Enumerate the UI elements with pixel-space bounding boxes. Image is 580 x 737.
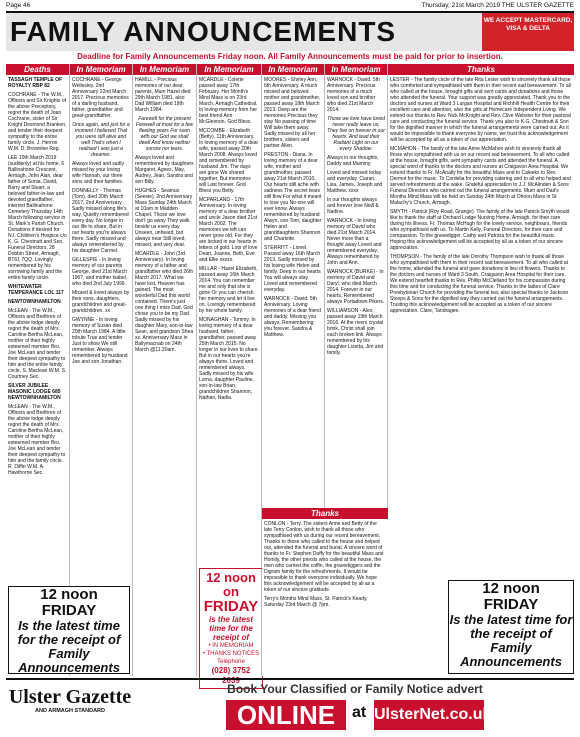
- big-noon-box-right: [448, 580, 574, 674]
- notice-heading: NEWTOWNHAMILTON: [8, 299, 61, 305]
- memoriam-notice: WARNOCK - David. 5th Anniversary. Precious memories of a much loved son and brother who died 21st March 2014.: [327, 77, 380, 113]
- memoriam-notice: Always loved and sadly missed by your loving wife Hannah, our three sons and their families.: [72, 161, 124, 185]
- memoriam-notice: MONAGHAN - Tommy. In loving memory of a dear husband, father, grandfather, passed away 25th March 2015. No longer in our lives to share But in our hearts you're always there. Loved and remembered always. Sadly missed by his wife Lorna, daughter Pauline, son-in-law Brian, grandchildren Shannon, Nathan, Nadia.: [199, 317, 258, 401]
- memoriam-notice: HUGHES - Seamus (Seesie). 2nd Anniversary Mass Sunday 24th March at 10am in Madden Chapel. Those we love don't go away They walk beside us every day Unseen, unheard, but always near Still loved, missed, and very dear.: [135, 188, 193, 248]
- memoriam-notice: Missed & loved always by their sons, daughters, grandchildren and great-grandchildren. xx: [72, 290, 130, 314]
- notice-heading: TASSAGH TEMPLE OF ROYALTY RBP 82: [8, 77, 63, 89]
- online-label: ONLINE: [226, 700, 346, 730]
- columns-area: [6, 64, 574, 685]
- in-memoriam-header: In Memoriam: [197, 64, 261, 75]
- memoriam-notice: MCCOMBE - Elizabeth (Betty), 11th Anniversary. In loving memory of a dear wife, passed away 20th March 2008. Always loved and remembered by husband Jim. The days are gone We shared together, But memories will Last forever. God Bless you Betty.: [199, 128, 259, 194]
- footer-tagline: Book Your Classified or Family Notice advert: [227, 682, 483, 696]
- death-notice: McLEAN - The W.M., Officers and Brethren of the above lodge deeply regret the death of Mrs. Caroline Bertha McLean, mother of their highly esteemed member Bro. Joe McLean and tender their deepest sympathy to him and the entire family circle. S. Maclean W.M. S. Courtney Sec.: [8, 308, 67, 380]
- noon-line-3: is the latest time for the receipt of: [208, 615, 253, 642]
- notice-heading: WHITEWATER TEMPERANCE LOL 117: [8, 284, 64, 296]
- thanks-notice: SMYTH - Patrick (Roy Road, Grange). The family of the late Patrick Smyth would like to thank the staff at Orchard Lodge Nursing Home, Armagh, for their care during his illness. Fr. Thomas McHugh for the lovely service, neighbours, friends who sympathised with us. To Martin Kelly, Funeral Directors, for their care and compassion. To the gravedigger, Cathy and Patricia for the beautiful music. Hoping this acknowledgement will be accepted by all as a token of our sincere appreciation.: [390, 209, 570, 251]
- deaths-header: Deaths: [6, 64, 69, 75]
- at-label: at: [352, 704, 367, 721]
- memoriam-notice: HAMILL - Precious memories of our dear parents, Mum Hazel died 29th March 1981, also Dad William died 19th March 1984.: [135, 77, 191, 113]
- thanks-header-lower: Thanks: [262, 508, 388, 519]
- noon-deadline-box: [199, 568, 263, 689]
- memoriam-notice: WARNOCK - David. 5th Anniversary. Loving memories of a dear friend and daddy. Missing you always. Remembering you forever. Sandra & Matthew.: [264, 296, 321, 338]
- noon-line-5: • THANKS NOTICES: [202, 651, 260, 657]
- in-memoriam-header: In Memoriam: [70, 64, 132, 75]
- memoriam-notice: DONNELLY - Thomas (Tom), died 20th March 2017, 2nd Anniversary. Sadly missed along life's way, Quietly remembered every day. No longer in our life to share, But in our hearts you're always there. Sadly missed and always remembered by his daughter Carmel.: [72, 188, 129, 254]
- memoriam-notice: MCPARLAND - 17th Anniversary. In loving memory of a dear brother and uncle Jason died 21st March 2002. The memories we left can never grow old. For they are locked in our hearts in letters of gold. Lots of love Dean, Joanne, Beth, Eve and Ellie xxxxx.: [199, 197, 258, 263]
- thanks-header: Thanks: [388, 64, 574, 75]
- page-number: Page 46: [6, 2, 31, 9]
- in-memoriam-header: In Memoriam: [133, 64, 196, 75]
- memoriam-notice: MCARDLE - Colette passed away 17th February. Her Month's Mind Mass is on 23rd March, Armagh Cathedral. In loving memory from her best friend Ann McGleenon. God Bless.: [199, 77, 258, 125]
- deadline-notice: Deadline for Family Announcements Friday noon. All Family Announcements must be paid for prior to insertion.: [77, 52, 503, 61]
- memoriam-notice: WARNOCK - In loving memory of David who died 21st March 2014. Never more than a thought away Loved and remembered everyday. Always remembered by John and Ann.: [327, 218, 382, 266]
- memoriam-notice: WILLIAMSON - Alex, passed away 19th March 2016. At the rivers crystal brink, Christ shall join each broken link. Always remembered by his daughter Lizetta, Jim and family.: [327, 308, 384, 356]
- memoriam-notice: Always loved and remembered by daughters Margaret, Agnes, May, Audrey, Jean, Sandra and son Billy.: [135, 155, 194, 185]
- memoriam-notice: In our thoughts always and forever love Niall & Nadine.: [327, 197, 379, 215]
- page-title: FAMILY ANNOUNCEMENTS: [10, 16, 397, 47]
- in-memoriam-header: In Memoriam: [262, 64, 324, 75]
- deaths-column: [6, 64, 70, 676]
- page-header-line: [6, 2, 574, 11]
- memoriam-notice: WARNOCK (BURKE) - In memory of David and Daryl, who died March 2014. Forever in our hearts. Remembered always Portadown Pikers.: [327, 269, 385, 305]
- announcements-banner: [6, 11, 574, 51]
- in-memoriam-column-2: [133, 64, 197, 676]
- page-date: Thursday, 21st March 2019 THE ULSTER GAZETTE: [421, 2, 574, 9]
- notice-heading: SILVER JUBILEE MASONIC LODGE 685 NEWTOWNHAMILTON: [8, 383, 61, 401]
- memoriam-verse: Those we love have loved never really leave us, They live on forever in our hearts. And lead their Radiant Light on our every Shadow.: [327, 116, 385, 152]
- noon-telephone-label: Telephone: [217, 659, 245, 665]
- memoriam-verse: Farewell for the present Farewell at most for a few fleeting years For soon with our God we shall dwell And know neither sorrow nor tears.: [135, 116, 194, 152]
- in-memoriam-column-1: [70, 64, 133, 676]
- memoriam-notice: Loved and missed today and everyday. Ciaran, Lisa, James, Joseph and Matthew. xxxx: [327, 170, 383, 194]
- big-noon-line-2: FRIDAY: [483, 596, 539, 613]
- cards-accepted-badge: WE ACCEPT MASTERCARD, VISA & DELTA: [482, 13, 574, 51]
- memoriam-verse: Once again, and just for a moment I believed That you were still alive and well That's when I realised I was just a dreamer.: [72, 122, 130, 158]
- memoriam-notice: Always in our thoughts, Daddy and Mummy.: [327, 155, 379, 167]
- memoriam-notice: GWYNNE - In loving memory of Susan died 20th March 1984. A little tribute True and tender Just to show We still remember. Always remembered by husband Joe and son Jonathan.: [72, 317, 128, 365]
- memoriam-notice: COCHRANE - George Wellesley. 2nd Anniversary 22nd March 2017. Precious memories of a darling husband, father, grandfather and great-grandfather.: [72, 77, 129, 119]
- thanks-block-lower: [262, 508, 388, 676]
- thanks-notice: THOMPSON - The family of the late Dorothy Thompson wish to thank all those who sympathised with them in their recent sad bereavement. To all who called at the home, attended the funeral and gave donations in lieu of flowers. Thanks to the doctors and nurses of Ward 3 South, Craigavon Area Hospital for their care. We extend heartfelt thanks to Rev. Phillip McClelland for his compassion during this time and for conducting the funeral service. Thanks to the ladies of Clare Presbyterian Church for providing the funeral tea; also special thanks to Jackson Stoops & Sons for the dignified way they carried out the funeral arrangements. Trusting this acknowledgement will be accepted as a token of our sincere appreciation. Clare, Tandragee.: [390, 254, 569, 314]
- noon-line-2: FRIDAY: [203, 598, 259, 615]
- website-link[interactable]: UlsterNet.co.uk: [374, 700, 484, 730]
- noon-line-1: 12 noon on: [206, 570, 256, 599]
- big-noon-line-3: Is the latest time for the receipt of Family Announcements: [17, 618, 121, 675]
- memoriam-notice: PRESTON - Diana. In loving memory of a dear wife, mother and grandmother, passed away 21st March 2010. Our hearts still ache with sadness The secret tears still flow For what it meant to lose you No-one will ever know. Always remembered by husband Alwyn, son Tom, daughter Helen and granddaughters Shannon and Charlotte.: [264, 152, 322, 242]
- death-notice: COCHRANE - The W.M., Officers and Sir Knights of the above Preceptory, regret the death of Joan Cochrane, sister of Sir Knight Desmond Branken, and tender their deepest sympathy to the entire family circle. J. Herron W.M. D. Brownlee Reg.: [8, 92, 67, 152]
- memoriam-notice: STERRITT - Lionel. Passed away 16th March 2013. Sadly missed by his loving wife Helen and family. Deep in our hearts You will always stay Loved and remembered everyday.: [264, 245, 321, 293]
- memoriam-notice: GILLESPIE - In loving memory of our parents George, died 21st March 1967, and mother Isabel, who died 2nd July 1999.: [72, 257, 128, 287]
- thanks-notice: Terry's Months Mind Mass, St. Patrick's Keady, Saturday 23rd March @ 7pm.: [264, 596, 368, 608]
- big-noon-line-3: Is the latest time for the receipt of Family Announcements: [449, 612, 573, 669]
- big-noon-box-left: [8, 586, 130, 674]
- ulster-gazette-logo: [6, 686, 134, 722]
- death-notice: LEE 10th March 2019 (suddenly) at his home, 6 Ballinahone Crescent, Armagh, John Alan, dear father of Sonia, David, Barry and Stuart, a beloved father-in-law and devoted grandfather, interred Ballinahone Cemetery Thursday 14th March following service in St. Mark's Parish Church. Donations if desired for N.I. Children's Hospice c/o K. G. Chestnutt and Son, Funeral Directors, 28 Dobbin Street, Armagh, BT61 7QQ. Lovingly remembered by his sorrowing family and the entire family circle.: [8, 155, 67, 281]
- death-notice: McLEAN - The W.M., Officers and Brethren of the above lodge deeply regret the death of Mrs. Caroline Bertha McLean, mother of their highly esteemed member Bro. Joe McLean and tender their deepest sympathy to him and the family circle. R. Diffin W.M. A. Hawthorne Sec.: [8, 404, 66, 476]
- noon-phone-number: (028) 3752 2639: [211, 666, 251, 685]
- thanks-notice: MCMAHON - The family of the late Anne McMahon wish to sincerely thank all those who sympathised with us on our recent sad bereavement. To all who called at the house, brought gifts, sent sympathy cards and attended the funeral. A special word of thanks to the doctors and nurses at Craigavon Area Hospital. We extend thanks to Fr. McAnally for the beautiful Mass and to Caleeks to Rev. Dermot for the music. To Cordelia for providing catering and to all who helped and served refreshments at the wake. Grateful appreciation to J.J. McAlinden & Sons Funeral Directors who carried out the funeral arrangements. Mum and Dad's Months Mind Mass will be held on Sunday 24th March at Ohoon Mass in St Malachy's Church, Armagh.: [390, 146, 571, 206]
- memoriam-notice: MCARDLE - John (3rd Anniversary). In loving memory of a father and grandfather who died 26th March 2017. What we have lost, Heaven has gained. The most wonderful Dad this world contained. There's just one thing I miss Dad. God chose you to be my Dad. Sadly missed by his daughter Mary, son-in-law Sean, and grandson Shea xx. Anniversary Mass in Ballymacnab on 24th March @11.30am.: [135, 251, 194, 353]
- memoriam-notice: MOORES - Shirley Ann, 6th Anniversary. A much missed and beloved mother and grandmother, passed away 19th March 2013. Deep are the memories Precious they stay No passing of time Will take them away. Sadly missed by all her brothers, sisters and partner Allen.: [264, 77, 321, 149]
- big-noon-line-1: 12 noon: [40, 586, 98, 603]
- logo-text: Ulster Gazette: [8, 686, 132, 708]
- thanks-notice: LESTER - The family circle of the late Rita Lester wish to sincerely thank all those who comforted and sympathised with them in their recent sad bereavement. To all who called at the house, brought gifts and sent cards and donations and those who attended the funeral. Your support was greatly appreciated. Thank you to the doctors and nurses at Ward 3 Lurgan Hospital and Richhill Health Centre for their excellent care and attention, also the girls at Homecare Independent Living. We extend our thanks to Rev. Nick McKnight and Rev. Clive Webster for their pastoral care and conducting the funeral service. Thank you also to K.G. Chestnutt & Son for the dignified manner in which the funeral arrangements were carried out. As it would be impossible to thank everyone by name, we trust this acknowledgement will be accepted by all as a token of our appreciation.: [390, 77, 571, 143]
- logo-subtitle: AND ARMAGH STANDARD: [35, 708, 105, 714]
- thanks-notice: CONLON - Terry. The sisters Anne and Betty of the late Terry Conlon, wish to thank all those who sympathised with us during our recent bereavement. Thanks to those who called to the house and helped out, attended the funeral and burial. A sincere word of thanks to Fr. Stephen Duffy for the beautiful Mass and Homily, the other priests who called at the house, the men who carried the coffin, the gravediggers and the Digram family for the refreshments. It would be impossible to thank everyone individually. We hope this acknowledgement will be accepted by all as a token of our sincere gratitude.: [264, 521, 384, 593]
- in-memoriam-header: In Memoriam: [325, 64, 387, 75]
- big-noon-line-2: FRIDAY: [41, 602, 97, 619]
- noon-line-4: • IN MEMORIAM: [208, 643, 254, 649]
- memoriam-notice: MILLAR - Hazel Elizabeth, passed away 16th March 2014. You can remember me and only that she is gone Or you can cherish her memory and let it live on. Lovingly remembered by her whole family.: [199, 266, 258, 314]
- online-ad-footer: [6, 678, 574, 737]
- big-noon-line-1: 12 noon: [482, 580, 540, 597]
